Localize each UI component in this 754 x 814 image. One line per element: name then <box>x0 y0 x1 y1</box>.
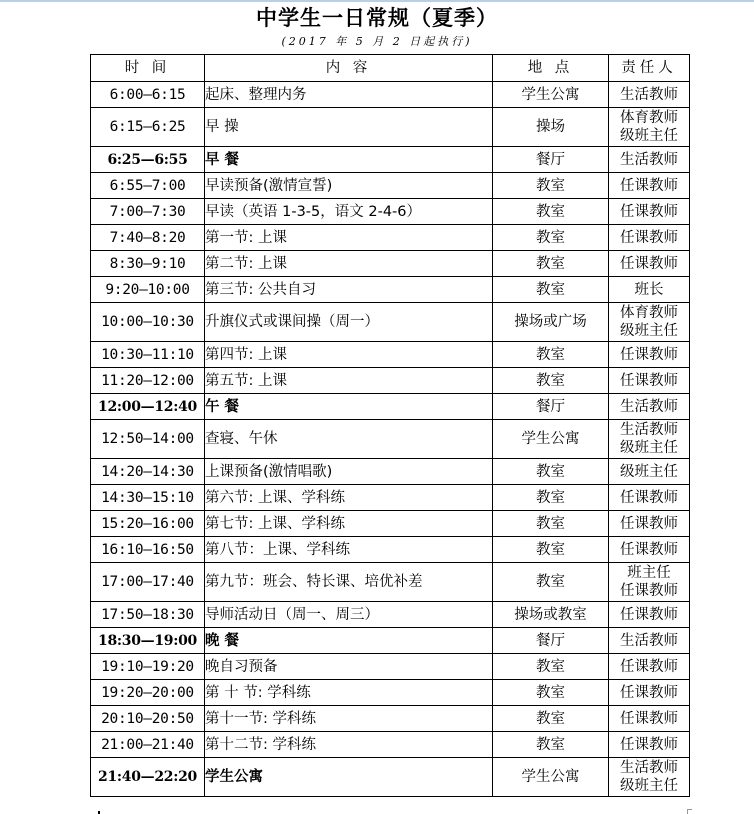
owner-cell: 任课教师 <box>609 342 690 368</box>
table-row <box>91 485 690 511</box>
place-cell: 教室 <box>493 485 609 511</box>
owner-cell: 任课教师 <box>609 225 690 251</box>
owner-cell: 任课教师 <box>609 199 690 225</box>
table-row <box>91 563 690 602</box>
time-cell: 17:00—17:40 <box>91 563 205 602</box>
owner-cell: 体育教师 级班主任 <box>609 108 690 147</box>
table-row <box>91 758 690 797</box>
table-row <box>91 108 690 147</box>
document-title: 中学生一日常规（夏季） <box>256 5 498 30</box>
content-cell: 第四节: 上课 <box>205 342 493 368</box>
content-cell: 第八节：上课、学科练 <box>205 537 493 563</box>
content-cell: 第九节：班会、特长课、培优补差 <box>205 563 493 602</box>
table-row <box>91 420 690 459</box>
owner-cell: 任课教师 <box>609 602 690 628</box>
table-row <box>91 368 690 394</box>
time-cell: 14:20—14:30 <box>91 459 205 485</box>
table-row <box>91 654 690 680</box>
place-cell: 教室 <box>493 459 609 485</box>
time-cell: 6:15—6:25 <box>91 108 205 147</box>
table-row <box>91 173 690 199</box>
content-cell: 早 操 <box>205 108 493 147</box>
time-cell: 10:30—11:10 <box>91 342 205 368</box>
document-subtitle: (2017 年 5 月 2 日起执行) <box>281 35 473 48</box>
time-cell: 20:10—20:50 <box>91 706 205 732</box>
place-cell: 学生公寓 <box>493 758 609 797</box>
owner-cell: 生活教师 <box>609 394 690 420</box>
header-content: 内 容 <box>205 55 493 82</box>
table-row <box>91 394 690 420</box>
content-cell: 导师活动日（周一、周三） <box>205 602 493 628</box>
content-cell: 第五节: 上课 <box>205 368 493 394</box>
time-cell: 15:20—16:00 <box>91 511 205 537</box>
time-cell: 18:30—19:00 <box>91 628 205 654</box>
place-cell: 教室 <box>493 277 609 303</box>
table-row <box>91 199 690 225</box>
table-row <box>91 511 690 537</box>
owner-cell: 体育教师 级班主任 <box>609 303 690 342</box>
owner-cell: 任课教师 <box>609 511 690 537</box>
table-row <box>91 342 690 368</box>
owner-cell: 任课教师 <box>609 732 690 758</box>
time-cell: 14:30—15:10 <box>91 485 205 511</box>
place-cell: 教室 <box>493 199 609 225</box>
owner-cell: 生活教师 <box>609 82 690 108</box>
place-cell: 教室 <box>493 251 609 277</box>
content-cell: 升旗仪式或课间操（周一） <box>205 303 493 342</box>
place-cell: 教室 <box>493 654 609 680</box>
place-cell: 教室 <box>493 706 609 732</box>
time-cell: 16:10—16:50 <box>91 537 205 563</box>
schedule-table <box>90 54 690 797</box>
content-cell: 起床、整理内务 <box>205 82 493 108</box>
table-row <box>91 82 690 108</box>
time-cell: 19:20—20:00 <box>91 680 205 706</box>
place-cell: 教室 <box>493 342 609 368</box>
place-cell: 学生公寓 <box>493 420 609 459</box>
owner-cell: 任课教师 <box>609 251 690 277</box>
content-cell: 午 餐 <box>205 394 493 420</box>
time-cell: 12:50—14:00 <box>91 420 205 459</box>
content-cell: 早读（英语 1-3-5，语文 2-4-6） <box>205 199 493 225</box>
owner-cell: 任课教师 <box>609 537 690 563</box>
header-owner: 责任人 <box>609 55 690 82</box>
content-cell: 第十二节: 学科练 <box>205 732 493 758</box>
content-cell: 第七节: 上课、学科练 <box>205 511 493 537</box>
owner-cell: 生活教师 级班主任 <box>609 420 690 459</box>
table-row <box>91 706 690 732</box>
table-resize-handle[interactable] <box>687 809 692 814</box>
content-cell: 第三节: 公共自习 <box>205 277 493 303</box>
content-cell: 第六节: 上课、学科练 <box>205 485 493 511</box>
place-cell: 教室 <box>493 511 609 537</box>
table-row <box>91 251 690 277</box>
place-cell: 教室 <box>493 173 609 199</box>
place-cell: 教室 <box>493 732 609 758</box>
owner-cell: 任课教师 <box>609 485 690 511</box>
content-cell: 第 十 节: 学科练 <box>205 680 493 706</box>
time-cell: 7:40—8:20 <box>91 225 205 251</box>
time-cell: 21:40—22:20 <box>91 758 205 797</box>
place-cell: 教室 <box>493 563 609 602</box>
owner-cell: 任课教师 <box>609 680 690 706</box>
owner-cell: 级班主任 <box>609 459 690 485</box>
content-cell: 上课预备(激情唱歌) <box>205 459 493 485</box>
content-cell: 早 餐 <box>205 147 493 173</box>
place-cell: 餐厅 <box>493 394 609 420</box>
header-time: 时 间 <box>91 55 205 82</box>
place-cell: 教室 <box>493 225 609 251</box>
time-cell: 17:50—18:30 <box>91 602 205 628</box>
content-cell: 查寝、午休 <box>205 420 493 459</box>
owner-cell: 生活教师 <box>609 147 690 173</box>
content-cell: 早读预备(激情宣誓) <box>205 173 493 199</box>
content-cell: 第二节: 上课 <box>205 251 493 277</box>
place-cell: 操场或广场 <box>493 303 609 342</box>
time-cell: 21:00—21:40 <box>91 732 205 758</box>
table-row <box>91 537 690 563</box>
place-cell: 餐厅 <box>493 147 609 173</box>
table-row <box>91 680 690 706</box>
place-cell: 操场或教室 <box>493 602 609 628</box>
table-row <box>91 628 690 654</box>
owner-cell: 生活教师 <box>609 628 690 654</box>
place-cell: 教室 <box>493 537 609 563</box>
place-cell: 餐厅 <box>493 628 609 654</box>
owner-cell: 生活教师 级班主任 <box>609 758 690 797</box>
table-row <box>91 277 690 303</box>
content-cell: 学生公寓 <box>205 758 493 797</box>
place-cell: 操场 <box>493 108 609 147</box>
time-cell: 8:30—9:10 <box>91 251 205 277</box>
place-cell: 教室 <box>493 368 609 394</box>
time-cell: 9:20—10:00 <box>91 277 205 303</box>
table-row <box>91 602 690 628</box>
owner-cell: 任课教师 <box>609 654 690 680</box>
time-cell: 6:25—6:55 <box>91 147 205 173</box>
header-place: 地 点 <box>493 55 609 82</box>
owner-cell: 任课教师 <box>609 368 690 394</box>
content-cell: 第十一节: 学科练 <box>205 706 493 732</box>
owner-cell: 任课教师 <box>609 706 690 732</box>
table-header-row <box>91 55 690 82</box>
place-cell: 教室 <box>493 680 609 706</box>
owner-cell: 班主任 任课教师 <box>609 563 690 602</box>
content-cell: 第一节: 上课 <box>205 225 493 251</box>
time-cell: 19:10—19:20 <box>91 654 205 680</box>
place-cell: 学生公寓 <box>493 82 609 108</box>
content-cell: 晚自习预备 <box>205 654 493 680</box>
owner-cell: 任课教师 <box>609 173 690 199</box>
time-cell: 6:55—7:00 <box>91 173 205 199</box>
owner-cell: 班长 <box>609 277 690 303</box>
table-row <box>91 303 690 342</box>
table-row <box>91 459 690 485</box>
time-cell: 11:20—12:00 <box>91 368 205 394</box>
time-cell: 7:00—7:30 <box>91 199 205 225</box>
table-row <box>91 225 690 251</box>
table-row <box>91 147 690 173</box>
time-cell: 12:00—12:40 <box>91 394 205 420</box>
table-row <box>91 732 690 758</box>
time-cell: 6:00—6:15 <box>91 82 205 108</box>
content-cell: 晚 餐 <box>205 628 493 654</box>
time-cell: 10:00—10:30 <box>91 303 205 342</box>
